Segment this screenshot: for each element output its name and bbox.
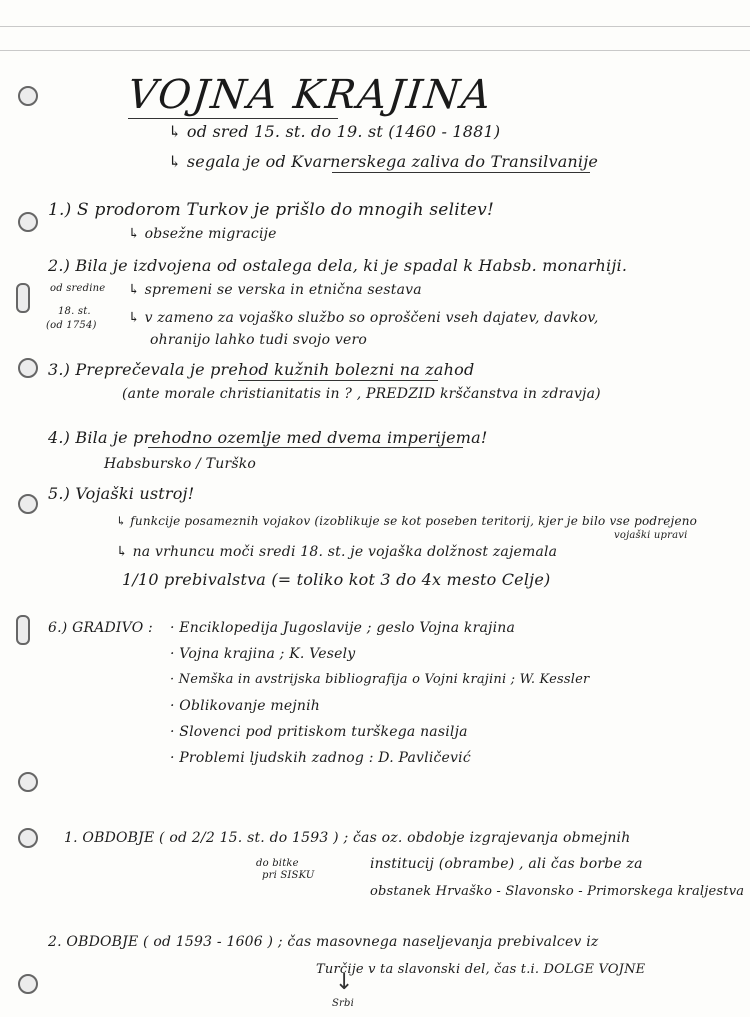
note-line: vojaški upravi: [614, 530, 688, 541]
source-item: · Slovenci pod pritiskom turškega nasilja: [170, 724, 468, 740]
margin-note: pri SISKU: [262, 870, 315, 881]
title-underline: [128, 118, 338, 119]
rule-line: [0, 50, 750, 51]
punch-hole: [18, 974, 38, 994]
note-line: 2. OBDOBJE ( od 1593 - 1606 ) ; čas masovnega naseljevanja prebivalcev iz: [48, 934, 599, 950]
punch-hole: [16, 283, 30, 313]
margin-note: (od 1754): [46, 320, 97, 331]
note-line: ↳ obsežne migracije: [128, 226, 277, 242]
source-item: · Vojna krajina ; K. Vesely: [170, 646, 356, 662]
punch-hole: [18, 86, 38, 106]
note-line: ↳ spremeni se verska in etnična sestava: [128, 282, 422, 298]
rule-line: [0, 26, 750, 27]
note-line: ↳ na vrhuncu moči sredi 18. st. je vojaška dolžnost zajemala: [116, 544, 558, 560]
margin-note: 18. st.: [58, 306, 91, 317]
note-line: 1.) S prodorom Turkov je prišlo do mnogih selitev!: [48, 200, 494, 220]
note-line: ↳ funkcije posameznih vojakov (izoblikuje se kot poseben teritorij, kjer je bilo vse podrejeno: [116, 514, 698, 528]
note-line: ↳ v zameno za vojaško službo so oproščeni vseh dajatev, davkov,: [128, 310, 599, 326]
note-line: 1. OBDOBJE ( od 2/2 15. st. do 1593 ) ; čas oz. obdobje izgrajevanja obmejnih: [64, 830, 631, 846]
section-label: 6.) GRADIVO :: [48, 620, 153, 636]
arrow-down-icon: ↓: [335, 970, 354, 995]
note-line: ↳ segala je od Kvarnerskega zaliva do Transilvanije: [168, 152, 599, 171]
note-line: ↳ od sred 15. st. do 19. st (1460 - 1881): [168, 122, 501, 141]
note-line: institucij (obrambe) , ali čas borbe za: [370, 856, 643, 872]
punch-hole: [16, 615, 30, 645]
note-line: 2.) Bila je izdvojena od ostalega dela, ki je spadal k Habsb. monarhiji.: [48, 256, 628, 275]
margin-note: od sredine: [50, 283, 106, 294]
text-underline: [332, 172, 590, 173]
note-line: obstanek Hrvaško - Slavonsko - Primorskega kraljestva: [370, 884, 745, 899]
source-item: · Nemška in avstrijska bibliografija o Vojni krajini ; W. Kessler: [170, 672, 590, 687]
margin-note: Srbi: [332, 998, 355, 1009]
note-line: ohranijo lahko tudi svojo vero: [150, 332, 367, 348]
text-underline: [238, 380, 438, 381]
punch-hole: [18, 828, 38, 848]
text-underline: [148, 447, 463, 448]
punch-hole: [18, 772, 38, 792]
note-line: 1/10 prebivalstva (= toliko kot 3 do 4x mesto Celje): [122, 570, 551, 589]
punch-hole: [18, 494, 38, 514]
page-title: VOJNA KRAJINA: [125, 72, 495, 118]
source-item: · Enciklopedija Jugoslavije ; geslo Vojna krajina: [170, 620, 516, 636]
source-item: · Oblikovanje mejnih: [170, 698, 320, 714]
margin-note: do bitke: [256, 858, 299, 869]
note-line: 3.) Preprečevala je prehod kužnih bolezni na zahod: [48, 360, 475, 379]
note-line: 5.) Vojaški ustroj!: [48, 484, 195, 503]
note-line: Habsbursko / Turško: [104, 456, 257, 472]
punch-hole: [18, 358, 38, 378]
source-item: · Problemi ljudskih zadnog : D. Pavličević: [170, 750, 471, 766]
note-line: 4.) Bila je prehodno ozemlje med dvema imperijema!: [48, 428, 488, 447]
punch-hole: [18, 212, 38, 232]
note-line: Turčije v ta slavonski del, čas t.i. DOLGE VOJNE: [316, 962, 646, 977]
note-line: (ante morale christianitatis in ? , PREDZID krščanstva in zdravja): [122, 386, 601, 402]
